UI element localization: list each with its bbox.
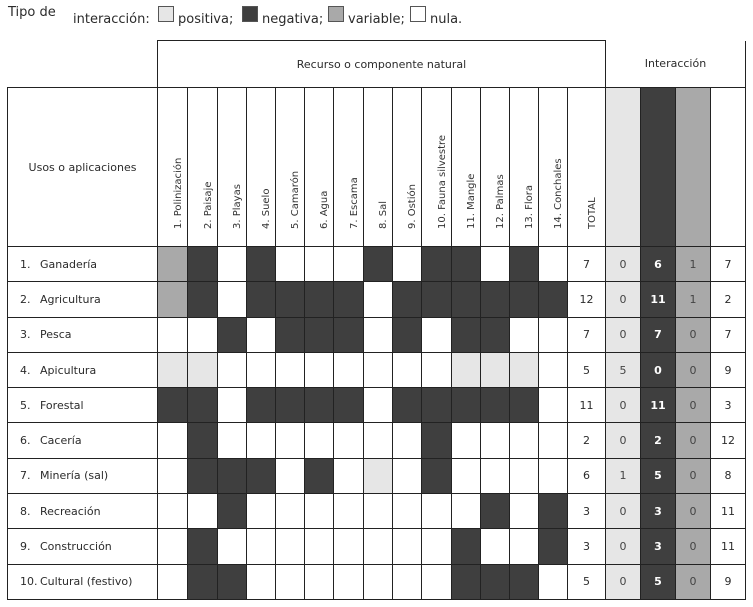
interaction-cell — [305, 494, 334, 529]
interaction-cell — [276, 317, 305, 352]
table-row — [8, 317, 746, 352]
table-row — [8, 247, 746, 282]
row-use-label: Pesca — [40, 328, 72, 342]
interaction-cell — [393, 529, 422, 564]
interaction-count: 3 — [641, 494, 676, 529]
interaction-count: 0 — [606, 529, 641, 564]
interaction-cell — [539, 317, 568, 352]
interaction-cell — [218, 529, 247, 564]
interaction-cell — [276, 282, 305, 317]
interaction-cell — [510, 282, 539, 317]
legend-variable-swatch — [328, 6, 344, 22]
row-number: 1. — [20, 257, 31, 271]
interaction-cell — [539, 494, 568, 529]
interaction-cell — [539, 423, 568, 458]
interaction-count: 0 — [606, 282, 641, 317]
interaction-cell — [218, 352, 247, 387]
resource-column-header — [276, 88, 305, 247]
interaction-count: 0 — [606, 388, 641, 423]
interaction-cell — [481, 423, 510, 458]
interaction-cell — [481, 352, 510, 387]
interaction-cell — [247, 564, 276, 599]
interaction-cell — [510, 352, 539, 387]
legend-variable-label: variable; — [348, 11, 405, 27]
interaction-cell — [364, 388, 393, 423]
row-number: 9. — [20, 540, 31, 554]
interaction-cell — [393, 388, 422, 423]
legend-null-label: nula. — [430, 11, 463, 27]
table-row — [8, 494, 746, 529]
row-label — [8, 529, 158, 564]
interaction-cell — [393, 458, 422, 493]
row-number: 10. — [20, 575, 38, 589]
interaction-cell — [539, 352, 568, 387]
row-number: 3. — [20, 328, 31, 342]
interaction-cell — [334, 317, 364, 352]
interaction-count: 0 — [676, 529, 711, 564]
interaction-cell — [334, 282, 364, 317]
resource-column-header — [305, 88, 334, 247]
interaction-cell — [452, 388, 481, 423]
interaction-cell — [364, 282, 393, 317]
interaction-cell — [158, 247, 188, 282]
interaction-cell — [276, 564, 305, 599]
interaction-cell — [393, 494, 422, 529]
row-use-label: Construcción — [40, 540, 112, 554]
interaction-cell — [305, 388, 334, 423]
interaction-cell — [188, 282, 218, 317]
interaction-cell — [510, 423, 539, 458]
interaction-cell — [510, 247, 539, 282]
interaction-cell — [393, 423, 422, 458]
interaction-cell — [158, 388, 188, 423]
row-total: 5 — [568, 352, 606, 387]
resource-column-label: 2. Paisaje — [202, 181, 214, 229]
interaction-cell — [188, 564, 218, 599]
interaction-cell — [247, 388, 276, 423]
interaction-count: 0 — [606, 494, 641, 529]
interaction-cell — [539, 564, 568, 599]
interaction-cell — [305, 352, 334, 387]
interaction-cell — [364, 529, 393, 564]
interaction-cell — [452, 529, 481, 564]
row-label — [8, 388, 158, 423]
interaction-cell — [305, 247, 334, 282]
interaction-count: 0 — [606, 247, 641, 282]
row-label — [8, 352, 158, 387]
interaction-cell — [188, 388, 218, 423]
row-label — [8, 458, 158, 493]
interaction-cell — [422, 529, 452, 564]
legend-negative-swatch — [242, 6, 258, 22]
interaction-cell — [247, 529, 276, 564]
interaction-cell — [218, 317, 247, 352]
row-total: 3 — [568, 494, 606, 529]
row-use-label: Cacería — [40, 434, 82, 448]
interaction-cell — [334, 247, 364, 282]
interaction-cell — [452, 564, 481, 599]
table-row — [8, 458, 746, 493]
table-row — [8, 352, 746, 387]
interaction-cell — [334, 423, 364, 458]
interaction-cell — [364, 247, 393, 282]
interaction-cell — [276, 352, 305, 387]
interaction-cell — [247, 494, 276, 529]
interaction-cell — [276, 423, 305, 458]
row-label — [8, 317, 158, 352]
interaction-cell — [218, 388, 247, 423]
interaction-cell — [247, 352, 276, 387]
interaction-column-header — [676, 88, 711, 247]
interaction-cell — [422, 494, 452, 529]
row-label — [8, 494, 158, 529]
row-label — [8, 247, 158, 282]
row-total: 7 — [568, 247, 606, 282]
interaction-cell — [218, 282, 247, 317]
interaction-cell — [422, 247, 452, 282]
resource-column-label: 4. Suelo — [261, 188, 272, 229]
interaction-column-header — [641, 88, 676, 247]
row-total: 2 — [568, 423, 606, 458]
resource-column-header — [364, 88, 393, 247]
row-number: 7. — [20, 469, 31, 483]
legend-negative-label: negativa; — [262, 11, 324, 27]
interaction-count: 7 — [641, 317, 676, 352]
interaction-cell — [481, 564, 510, 599]
interaction-cell — [247, 458, 276, 493]
resource-column-label: 8. Sal — [378, 201, 389, 229]
table-row — [8, 564, 746, 599]
interaction-cell — [510, 388, 539, 423]
interaction-cell — [247, 282, 276, 317]
interaction-cell — [481, 458, 510, 493]
interaction-cell — [188, 247, 218, 282]
interaction-cell — [510, 494, 539, 529]
interaction-cell — [539, 388, 568, 423]
interaction-count: 0 — [676, 458, 711, 493]
resource-column-header — [334, 88, 364, 247]
row-total: 6 — [568, 458, 606, 493]
interaction-count: 0 — [676, 564, 711, 599]
interaction-count: 5 — [641, 458, 676, 493]
row-use-label: Minería (sal) — [40, 469, 109, 483]
interaction-count: 0 — [641, 352, 676, 387]
interaction-column-header — [711, 88, 746, 247]
interaction-cell — [305, 458, 334, 493]
interaction-cell — [334, 352, 364, 387]
resource-column-label: 10. Fauna silvestre — [436, 134, 448, 229]
interaction-count: 11 — [711, 494, 746, 529]
interaction-cell — [452, 423, 481, 458]
interaction-cell — [510, 529, 539, 564]
interaction-cell — [422, 423, 452, 458]
interaction-cell — [334, 388, 364, 423]
interaction-count: 0 — [676, 423, 711, 458]
interaction-cell — [305, 317, 334, 352]
interaction-column-header — [606, 88, 641, 247]
interaction-cell — [247, 317, 276, 352]
resource-column-header — [539, 88, 568, 247]
interaction-cell — [452, 317, 481, 352]
row-number: 5. — [20, 398, 31, 412]
resource-column-label: 6. Agua — [319, 190, 330, 229]
interaction-group-header: Interacción — [606, 41, 746, 88]
resource-column-header — [158, 88, 188, 247]
interaction-count: 0 — [676, 317, 711, 352]
interaction-cell — [452, 494, 481, 529]
interaction-cell — [188, 317, 218, 352]
interaction-cell — [276, 529, 305, 564]
interaction-cell — [188, 494, 218, 529]
table-row — [8, 282, 746, 317]
interaction-cell — [422, 282, 452, 317]
resource-column-label: 11. Mangle — [466, 173, 477, 229]
interaction-cell — [452, 247, 481, 282]
interaction-cell — [334, 494, 364, 529]
interaction-cell — [481, 282, 510, 317]
interaction-count: 3 — [711, 388, 746, 423]
interaction-count: 1 — [676, 247, 711, 282]
row-label — [8, 564, 158, 599]
interaction-count: 0 — [676, 352, 711, 387]
row-use-label: Apicultura — [40, 363, 97, 377]
interaction-cell — [276, 247, 305, 282]
interaction-count: 9 — [711, 352, 746, 387]
interaction-cell — [510, 458, 539, 493]
table-row — [8, 529, 746, 564]
interaction-cell — [218, 458, 247, 493]
interaction-count: 0 — [606, 423, 641, 458]
interaction-cell — [247, 423, 276, 458]
interaction-cell — [305, 564, 334, 599]
resource-column-label: TOTAL — [586, 197, 598, 229]
interaction-count: 6 — [641, 247, 676, 282]
interaction-count: 1 — [606, 458, 641, 493]
legend-null — [410, 6, 463, 27]
interaction-cell — [276, 458, 305, 493]
interaction-cell — [481, 529, 510, 564]
interaction-count: 2 — [641, 423, 676, 458]
interaction-cell — [158, 423, 188, 458]
interaction-cell — [539, 282, 568, 317]
interaction-cell — [158, 494, 188, 529]
row-label — [8, 423, 158, 458]
interaction-cell — [422, 458, 452, 493]
interaction-count: 1 — [676, 282, 711, 317]
interaction-cell — [422, 564, 452, 599]
interaction-cell — [364, 458, 393, 493]
interaction-cell — [393, 282, 422, 317]
interaction-cell — [188, 529, 218, 564]
legend-variable — [328, 6, 405, 27]
interaction-cell — [158, 352, 188, 387]
interaction-cell — [188, 352, 218, 387]
interaction-cell — [364, 423, 393, 458]
interaction-table — [7, 40, 746, 600]
interaction-cell — [334, 564, 364, 599]
interaction-cell — [481, 317, 510, 352]
total-column-header — [568, 88, 606, 247]
interaction-cell — [452, 282, 481, 317]
interaction-cell — [393, 317, 422, 352]
interaction-count: 3 — [641, 529, 676, 564]
interaction-count: 2 — [711, 282, 746, 317]
interaction-cell — [158, 529, 188, 564]
interaction-cell — [452, 458, 481, 493]
interaction-cell — [276, 388, 305, 423]
interaction-count: 7 — [711, 247, 746, 282]
interaction-cell — [276, 494, 305, 529]
interaction-count: 9 — [711, 564, 746, 599]
interaction-count: 5 — [641, 564, 676, 599]
interaction-cell — [539, 458, 568, 493]
interaction-cell — [334, 529, 364, 564]
interaction-count: 11 — [641, 388, 676, 423]
interaction-count: 7 — [711, 317, 746, 352]
interaction-cell — [422, 388, 452, 423]
interaction-cell — [364, 317, 393, 352]
row-total: 5 — [568, 564, 606, 599]
interaction-cell — [305, 282, 334, 317]
interaction-cell — [364, 352, 393, 387]
resource-column-header — [510, 88, 539, 247]
row-number: 8. — [20, 504, 31, 518]
interaction-count: 5 — [606, 352, 641, 387]
table-row — [8, 388, 746, 423]
interaction-cell — [481, 388, 510, 423]
interaction-cell — [218, 564, 247, 599]
interaction-cell — [247, 247, 276, 282]
interaction-count: 12 — [711, 423, 746, 458]
resource-column-label: 13. Flora — [524, 185, 535, 229]
interaction-cell — [510, 317, 539, 352]
interaction-cell — [305, 529, 334, 564]
row-use-label: Cultural (festivo) — [40, 575, 133, 589]
resource-column-label: 1. Polinización — [172, 157, 184, 229]
uses-header: Usos o aplicaciones — [8, 88, 158, 247]
table-row — [8, 423, 746, 458]
interaction-cell — [481, 247, 510, 282]
legend-positive-label: positiva; — [178, 11, 234, 27]
interaction-cell — [393, 247, 422, 282]
column-header-row — [8, 88, 746, 247]
row-number: 2. — [20, 292, 31, 306]
row-use-label: Recreación — [40, 504, 101, 518]
resource-column-label: 12. Palmas — [495, 174, 506, 229]
resource-column-label: 7. Escama — [348, 177, 360, 229]
row-label — [8, 282, 158, 317]
interaction-cell — [218, 494, 247, 529]
interaction-cell — [334, 458, 364, 493]
corner-cell — [8, 41, 158, 88]
interaction-cell — [188, 458, 218, 493]
interaction-cell — [539, 529, 568, 564]
resource-column-header — [218, 88, 247, 247]
row-total: 3 — [568, 529, 606, 564]
interaction-count: 0 — [606, 317, 641, 352]
legend-negative — [242, 6, 324, 27]
interaction-cell — [158, 564, 188, 599]
interaction-cell — [422, 317, 452, 352]
interaction-count: 0 — [676, 388, 711, 423]
interaction-cell — [452, 352, 481, 387]
interaction-cell — [364, 494, 393, 529]
resource-column-label: 5. Camarón — [290, 170, 301, 229]
interaction-cell — [158, 317, 188, 352]
row-use-label: Ganadería — [40, 257, 98, 271]
interaction-cell — [158, 282, 188, 317]
legend — [0, 0, 753, 40]
resource-column-header — [422, 88, 452, 247]
resource-column-label: 3. Playas — [232, 184, 243, 229]
interaction-cell — [218, 423, 247, 458]
interaction-count: 8 — [711, 458, 746, 493]
legend-title-2: interacción: — [73, 12, 150, 27]
interaction-cell — [158, 458, 188, 493]
resource-column-header — [247, 88, 276, 247]
interaction-cell — [393, 352, 422, 387]
resources-group-header: Recurso o componente natural — [158, 41, 606, 88]
row-total: 7 — [568, 317, 606, 352]
interaction-cell — [510, 564, 539, 599]
interaction-cell — [422, 352, 452, 387]
resource-column-header — [188, 88, 218, 247]
interaction-count: 11 — [711, 529, 746, 564]
resource-column-header — [481, 88, 510, 247]
interaction-cell — [218, 247, 247, 282]
row-total: 12 — [568, 282, 606, 317]
row-number: 4. — [20, 363, 31, 377]
group-header-row — [8, 41, 746, 88]
interaction-cell — [364, 564, 393, 599]
resource-column-header — [393, 88, 422, 247]
interaction-count: 0 — [676, 494, 711, 529]
row-use-label: Agricultura — [40, 292, 101, 306]
resource-column-header — [452, 88, 481, 247]
interaction-cell — [305, 423, 334, 458]
row-total: 11 — [568, 388, 606, 423]
interaction-cell — [393, 564, 422, 599]
legend-title: Tipo de — [8, 5, 56, 20]
legend-positive — [158, 6, 234, 27]
interaction-cell — [481, 494, 510, 529]
interaction-cell — [539, 247, 568, 282]
interaction-cell — [188, 423, 218, 458]
legend-positive-swatch — [158, 6, 174, 22]
interaction-count: 11 — [641, 282, 676, 317]
legend-null-swatch — [410, 6, 426, 22]
row-number: 6. — [20, 434, 31, 448]
interaction-count: 0 — [606, 564, 641, 599]
row-use-label: Forestal — [40, 398, 84, 412]
resource-column-label: 9. Ostión — [407, 184, 418, 229]
resource-column-label: 14. Conchales — [553, 158, 564, 229]
